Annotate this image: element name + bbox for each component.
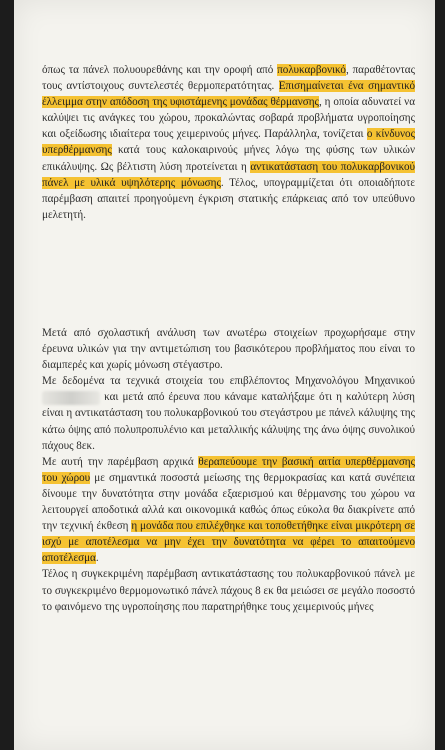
paragraph-5: Τέλος η συγκεκριμένη παρέμβαση αντικατάστασης του πολυκαρβονικού πάνελ με το συγκεκριμένο θερμομονωτικό πάνελ πάχους 8 εκ θα μειώσει σε μεγάλο ποσοστό το φαινόμενο της υγροποίησης που παρατηρήθηκε τους χειμερινούς μήνες: [42, 568, 415, 613]
paragraph-3: [42, 373, 415, 453]
text-segment: με σημαντικά ποσοστά μείωσης της θερμοκρασίας και κατά συνέπεια δίνουμε την δυνατότητα στην μονάδα εξαερισμού και θέρμανσης του χώρου να λειτουργεί αποδοτικά αλλά και οικονομικά καθώς όπως εύκολα θα διακρίνετε από την τεχνική έκθεση: [42, 471, 415, 533]
highlighted-text: πολυκαρβονικό: [277, 64, 346, 76]
highlighted-text: η μονάδα που επιλέχθηκε και τοποθετήθηκε είναι μικρότερη σε ισχύ με αποτέλεσμα να μην έχει την δυνατότητα να φέρει το απαιτούμενο αποτέλεσμα: [42, 520, 415, 565]
highlighted-text: Επισημαίνεται ένα σημαντικό έλλειμμα στην απόδοση της υφιστάμενης μονάδας θέρμανσης: [42, 80, 415, 109]
text-segment: Με αυτή την παρέμβαση αρχικά: [42, 455, 199, 468]
text-segment: , η οποία αδυνατεί να καλύψει τις ανάγκες του χώρου, προκαλώντας σοβαρά προβλήματα υγροποίησης και οξείδωσης ιδιαίτερα τους χειμερινούς μήνες. Παράλληλα, τονίζεται: [42, 96, 416, 141]
text-segment: όπως τα πάνελ πολυουρεθάνης και την οροφή από: [42, 64, 278, 76]
highlighted-text: θεραπεύουμε την βασική αιτία υπερθέρμανσης του χώρου: [42, 455, 415, 484]
text-segment: , παραθέτοντας τους αντίστοιχους συντελεστές θερμοπερατότητας.: [42, 64, 415, 93]
paragraph-1: [42, 62, 415, 223]
text-segment: . Τέλος, υπογραμμίζεται ότι οποιαδήποτε παρέμβαση απαιτεί προηγούμενη έγκριση στατικής επάρκειας από τον υπεύθυνο μελετητή.: [42, 176, 415, 221]
paragraph-4: [42, 454, 415, 567]
text-segment: Με δεδομένα τα τεχνικά στοιχεία του επιβλέποντος Μηχανολόγου Μηχανικού: [42, 375, 415, 388]
text-segment: και μετά από έρευνα που κάναμε καταλήξαμε ότι η καλύτερη λύση είναι η αντικατάσταση του πολυκαρβονικού του στεγάστρου με πάνελ κάλυψης της κάτω όψης από πολυπροπυλένιο και μεταλλικής κάλυψης της άνω όψης συνολικού πάχους 8εκ.: [42, 391, 415, 452]
text-segment: .: [95, 552, 99, 565]
paragraph-2: Μετά από σχολαστική ανάλυση των ανωτέρω στοιχείων προχωρήσαμε στην έρευνα υλικών για την αντιμετώπιση του βασικότερου προβλήματος που είναι το διαμπερές και χωρίς μόνωση στέγαστρο.: [42, 327, 415, 372]
text-block-bottom: [42, 325, 415, 615]
highlighted-text: αντικατάσταση του πολυκαρβονικού πάνελ με υλικά υψηλότερης μόνωσης: [42, 160, 415, 189]
text-segment: κατά τους καλοκαιρινούς μήνες λόγω της φύσης των υλικών επικάλυψης. Ως βέλτιστη λύση προτείνεται η: [42, 144, 415, 173]
document-page: [14, 0, 435, 750]
highlighted-text: ο κίνδυνος υπερθέρμανσης: [42, 128, 415, 157]
text-block-top: [42, 62, 415, 223]
redacted-name: [42, 391, 100, 405]
